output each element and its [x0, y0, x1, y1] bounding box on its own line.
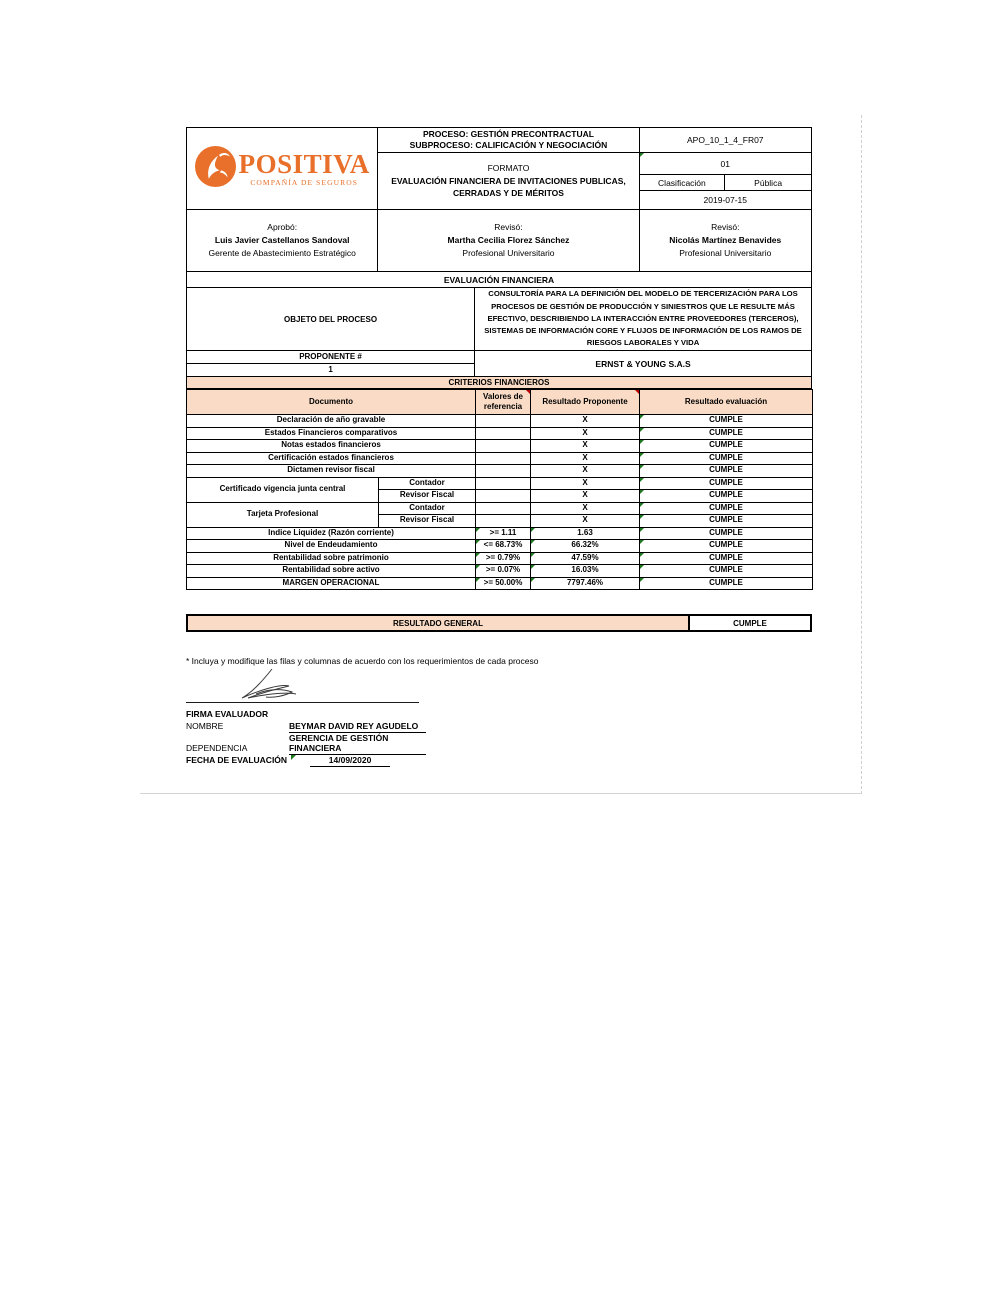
doc-subcell: Revisor Fiscal	[379, 490, 476, 503]
doc-cell: Nivel de Endeudamiento	[187, 540, 476, 553]
evaluacion-cell: CUMPLE	[640, 465, 813, 478]
valor-cell	[476, 477, 531, 490]
table-row	[187, 427, 813, 440]
resultado-cell: X	[531, 515, 640, 528]
table-row	[187, 477, 813, 490]
table-row	[187, 415, 813, 428]
header-code-cell	[640, 128, 811, 209]
dependencia-value: GERENCIA DE GESTIÓN FINANCIERA	[289, 733, 426, 755]
approval-role: Revisó:	[494, 221, 523, 232]
approval-title: Gerente de Abastecimiento Estratégico	[208, 248, 356, 259]
approval-cell-aprobo	[187, 210, 378, 271]
proponente-row	[186, 351, 812, 377]
valor-cell	[476, 452, 531, 465]
doc-cell: Rentabilidad sobre patrimonio	[187, 552, 476, 565]
valor-cell	[476, 440, 531, 453]
doc-subcell: Contador	[379, 502, 476, 515]
doc-cell: MARGEN OPERACIONAL	[187, 577, 476, 590]
evaluacion-cell: CUMPLE	[640, 502, 813, 515]
evaluacion-cell: CUMPLE	[640, 477, 813, 490]
approval-name: Luis Javier Castellanos Sandoval	[214, 234, 350, 245]
table-row	[187, 502, 813, 515]
evaluacion-cell: CUMPLE	[640, 527, 813, 540]
approval-name: Martha Cecilia Florez Sánchez	[447, 234, 570, 245]
evaluacion-cell: CUMPLE	[640, 540, 813, 553]
fecha-row	[186, 755, 390, 767]
evaluacion-cell: CUMPLE	[640, 552, 813, 565]
resultado-cell: X	[531, 415, 640, 428]
doc-cell: Tarjeta Profesional	[187, 502, 379, 527]
approval-title: Profesional Universitario	[679, 248, 772, 259]
approvals-row	[186, 210, 812, 272]
evaluacion-cell: CUMPLE	[640, 415, 813, 428]
col-header-valores: Valores de referencia	[476, 390, 531, 415]
evaluation-form-document	[186, 127, 812, 787]
document-date: 2019-07-15	[703, 195, 748, 205]
resultado-cell: X	[531, 440, 640, 453]
page-break-vertical-line	[861, 115, 862, 794]
table-row	[187, 527, 813, 540]
resultado-general-value: CUMPLE	[733, 618, 767, 628]
evaluacion-cell: CUMPLE	[640, 565, 813, 578]
header-process-cell	[378, 128, 639, 209]
table-row	[187, 440, 813, 453]
approval-role: Aprobó:	[267, 221, 298, 232]
doc-cell: Notas estados financieros	[187, 440, 476, 453]
valor-cell: >= 0.79%	[476, 552, 531, 565]
valor-cell	[476, 490, 531, 503]
criterios-table	[186, 389, 813, 590]
evaluacion-cell: CUMPLE	[640, 440, 813, 453]
col-header-resultado-evaluacion: Resultado evaluación	[640, 390, 813, 415]
doc-cell: Rentabilidad sobre activo	[187, 565, 476, 578]
valor-cell	[476, 515, 531, 528]
dependencia-label: DEPENDENCIA	[186, 743, 248, 753]
subprocess-line: SUBPROCESO: CALIFICACIÓN Y NEGOCIACIÓN	[409, 140, 608, 150]
objeto-text: CONSULTORÍA PARA LA DEFINICIÓN DEL MODELO DE TERCERIZACIÓN PARA LOS PROCESOS DE GESTIÓN DE PRODUCCIÓN Y SINIESTROS QUE LE RESULTE MÁS EFECTIVO, DESCRIBIENDO LA INTERACCIÓN ENTRE PROVEEDORES (TERCEROS), SISTEMAS DE INFORMACIÓN CORE Y FLUJOS DE INFORMACIÓN DE LOS RAMOS DE RIESGOS LABORALES Y VIDA	[484, 289, 802, 348]
section-title-evaluacion-financiera: EVALUACIÓN FINANCIERA	[186, 272, 812, 288]
table-row	[187, 577, 813, 590]
evaluacion-cell: CUMPLE	[640, 452, 813, 465]
valor-cell	[476, 502, 531, 515]
valor-cell: >= 0.07%	[476, 565, 531, 578]
evaluacion-cell: CUMPLE	[640, 515, 813, 528]
fecha-label: FECHA DE EVALUACIÓN	[186, 755, 288, 765]
valor-cell: <= 68.73%	[476, 540, 531, 553]
doc-subcell: Revisor Fiscal	[379, 515, 476, 528]
resultado-cell: 47.59%	[531, 552, 640, 565]
classification-value: Pública	[754, 177, 783, 188]
valor-cell: >= 50.00%	[476, 577, 531, 590]
fecha-value: 14/09/2020	[310, 755, 390, 767]
valor-cell	[476, 427, 531, 440]
document-version: 01	[640, 153, 811, 175]
doc-subcell: Contador	[379, 477, 476, 490]
format-title: EVALUACIÓN FINANCIERA DE INVITACIONES PUBLICAS, CERRADAS Y DE MÉRITOS	[391, 175, 626, 199]
valor-cell	[476, 415, 531, 428]
signature-line	[186, 702, 419, 703]
table-row	[187, 452, 813, 465]
evaluacion-cell: CUMPLE	[640, 490, 813, 503]
classification-label: Clasificación	[640, 175, 726, 190]
doc-cell: Indice Liquidez (Razón corriente)	[187, 527, 476, 540]
logo-brand-text: POSITIVA	[238, 148, 370, 179]
approval-cell-reviso-2	[640, 210, 811, 271]
resultado-cell: X	[531, 490, 640, 503]
resultado-cell: X	[531, 477, 640, 490]
logo-tagline: COMPAÑÍA DE SEGUROS	[250, 177, 359, 187]
resultado-cell: X	[531, 502, 640, 515]
doc-cell: Dictamen revisor fiscal	[187, 465, 476, 478]
nombre-row	[186, 721, 426, 733]
proponente-label: PROPONENTE #	[187, 351, 474, 364]
objeto-label: OBJETO DEL PROCESO	[187, 288, 475, 350]
doc-cell: Certificación estados financieros	[187, 452, 476, 465]
resultado-cell: 66.32%	[531, 540, 640, 553]
resultado-cell: X	[531, 452, 640, 465]
document-code: APO_10_1_4_FR07	[640, 128, 811, 153]
approval-title: Profesional Universitario	[462, 248, 555, 259]
proponente-number: 1	[328, 365, 333, 375]
table-row	[187, 552, 813, 565]
valor-cell: >= 1.11	[476, 527, 531, 540]
criterios-financieros-bar: CRITERIOS FINANCIEROS	[186, 377, 812, 389]
resultado-general-label: RESULTADO GENERAL	[188, 616, 690, 630]
objeto-del-proceso-row	[186, 288, 812, 351]
col-header-resultado-proponente: Resultado Proponente	[531, 390, 640, 415]
table-row	[187, 540, 813, 553]
approval-role: Revisó:	[711, 221, 740, 232]
firma-evaluador-label: FIRMA EVALUADOR	[186, 709, 269, 719]
dependencia-row	[186, 733, 426, 755]
doc-cell: Declaración de año gravable	[187, 415, 476, 428]
footnote: * Incluya y modifique las filas y columnas de acuerdo con los requerimientos de cada proceso	[186, 656, 539, 666]
evaluacion-cell: CUMPLE	[640, 427, 813, 440]
doc-cell: Certificado vigencia junta central	[187, 477, 379, 502]
proponente-name: ERNST & YOUNG S.A.S	[595, 358, 691, 369]
approval-cell-reviso-1	[378, 210, 639, 271]
company-logo	[187, 128, 378, 209]
valor-cell	[476, 465, 531, 478]
evaluacion-cell: CUMPLE	[640, 577, 813, 590]
criterios-header-row	[187, 390, 813, 415]
nombre-value: BEYMAR DAVID REY AGUDELO	[289, 721, 426, 733]
nombre-label: NOMBRE	[186, 721, 224, 731]
resultado-cell: 16.03%	[531, 565, 640, 578]
process-line: PROCESO: GESTIÓN PRECONTRACTUAL	[422, 128, 594, 139]
resultado-cell: 7797.46%	[531, 577, 640, 590]
comment-flag-icon	[291, 755, 296, 760]
col-header-documento: Documento	[187, 390, 476, 415]
form-header	[186, 127, 812, 210]
resultado-cell: 1.63	[531, 527, 640, 540]
resultado-cell: X	[531, 465, 640, 478]
positiva-logo-icon	[195, 146, 236, 192]
table-row	[187, 465, 813, 478]
resultado-cell: X	[531, 427, 640, 440]
page-break-horizontal-line	[140, 793, 862, 794]
format-label: FORMATO	[487, 162, 530, 173]
resultado-general-row	[186, 614, 812, 632]
approval-name: Nicolás Martínez Benavides	[669, 234, 782, 245]
doc-cell: Estados Financieros comparativos	[187, 427, 476, 440]
table-row	[187, 565, 813, 578]
